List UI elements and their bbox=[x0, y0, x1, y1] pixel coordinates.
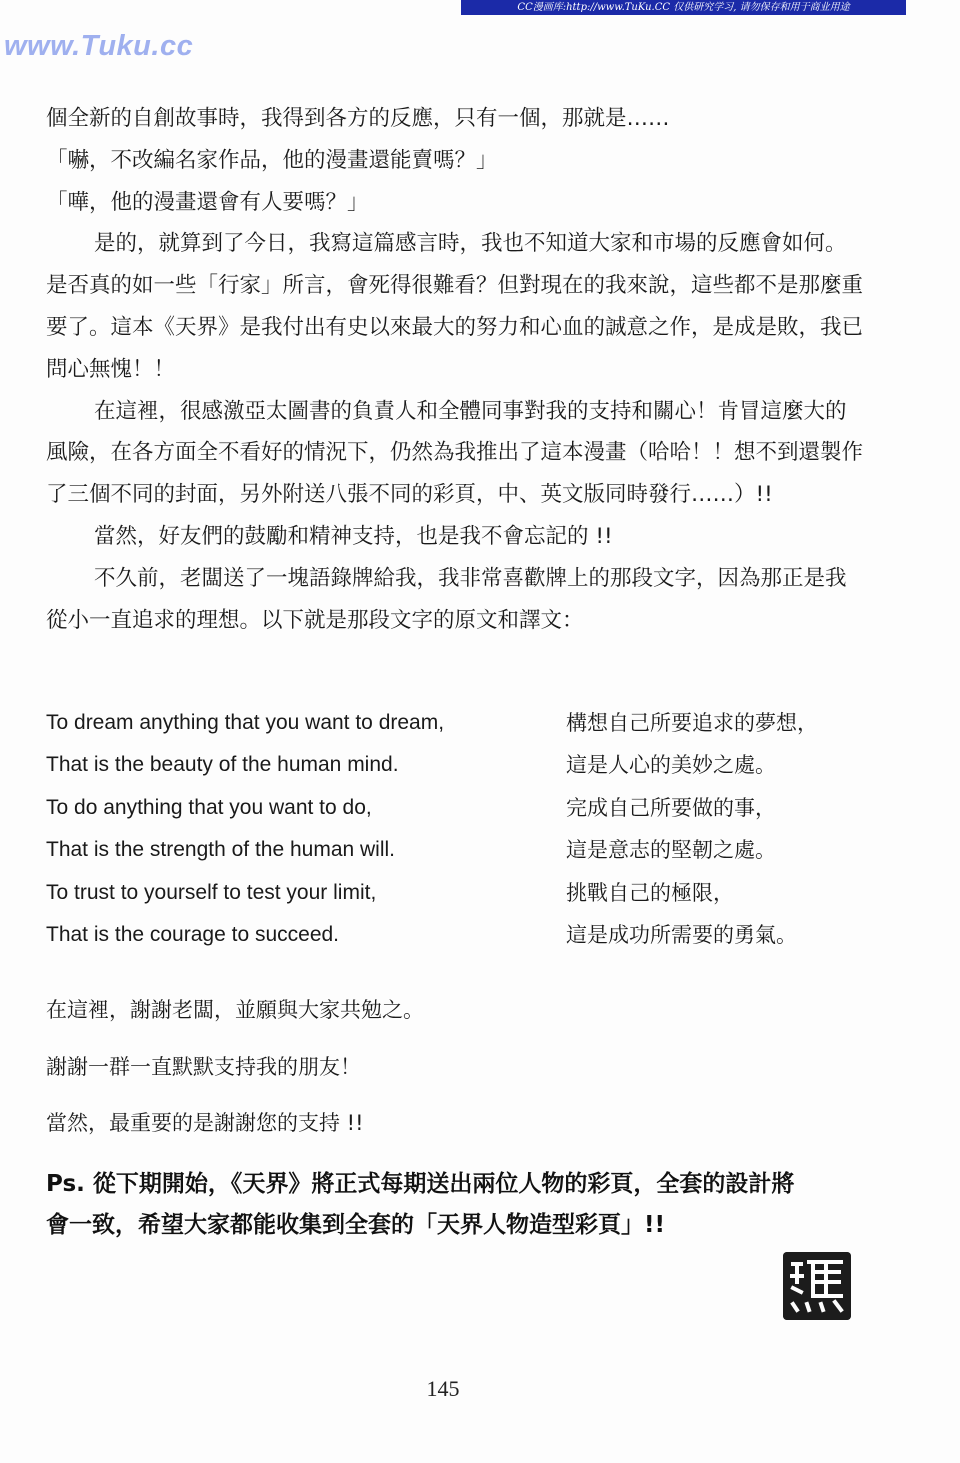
quote-line-en: That is the beauty of the human mind. bbox=[46, 753, 399, 777]
postscript-line: Ps. 從下期開始，《天界》將正式每期送出兩位人物的彩頁，全套的設計將 bbox=[46, 1171, 795, 1197]
paragraph: 當然，好友們的鼓勵和精神支持，也是我不會忘記的 !! bbox=[94, 523, 613, 549]
quote-line-zh: 這是意志的堅韌之處。 bbox=[566, 838, 776, 863]
quote-line-zh: 挑戰自己的極限， bbox=[566, 880, 734, 905]
paragraph: 「嚇，不改編名家作品，他的漫畫還能賣嗎？」 bbox=[46, 147, 498, 173]
postscript bbox=[46, 1164, 876, 1246]
quote-line-en: That is the strength of the human will. bbox=[46, 838, 396, 862]
paragraph: 不久前，老闆送了一塊語錄牌給我，我非常喜歡牌上的那段文字，因為那正是我從小一直追求的理想。以下就是那段文字的原文和譯文： bbox=[46, 565, 847, 633]
closing-line: 謝謝一群一直默默支持我的朋友！ bbox=[46, 1054, 361, 1079]
watermark-logo: www.Tuku.cc bbox=[4, 30, 194, 62]
paragraph: 「嘩，他的漫畫還會有人要嗎？」 bbox=[46, 189, 369, 215]
quote-line-en: To dream anything that you want to dream, bbox=[46, 711, 445, 734]
closing-line: 在這裡，謝謝老闆，並願與大家共勉之。 bbox=[46, 998, 424, 1022]
page-number: 145 bbox=[426, 1376, 460, 1401]
quote-line-zh: 這是成功所需要的勇氣。 bbox=[566, 923, 797, 948]
quote-english bbox=[46, 702, 566, 956]
source-banner: CC漫画库:http://www.TuKu.CC 仅供研究学习, 请勿保存和用于商业用途 bbox=[461, 0, 906, 15]
closing-text bbox=[46, 982, 866, 1152]
seal-stamp-icon bbox=[783, 1252, 851, 1320]
quote-line-en: That is the courage to succeed. bbox=[46, 923, 340, 947]
quote-line-en: To do anything that you want to do, bbox=[46, 795, 372, 819]
quote-line-zh: 這是人心的美妙之處。 bbox=[566, 753, 776, 778]
quote-block bbox=[46, 702, 876, 956]
paragraph: 個全新的自創故事時，我得到各方的反應，只有一個，那就是…… bbox=[46, 106, 670, 131]
quote-line-en: To trust to yourself to test your limit, bbox=[46, 880, 377, 904]
quote-chinese bbox=[566, 702, 818, 956]
paragraph: 在這裡，很感激亞太圖書的負責人和全體同事對我的支持和關心！肯冒這麼大的風險，在各方面全不看好的情況下，仍然為我推出了這本漫畫（哈哈！！想不到還製作了三個不同的封面，另外附送八張不同的彩頁，中、英文版同時發行……）!! bbox=[46, 398, 864, 508]
paragraph: 是的，就算到了今日，我寫這篇感言時，我也不知道大家和市場的反應會如何。是否真的如一些「行家」所言，會死得很難看？但對現在的我來說，這些都不是那麼重要了。這本《天界》是我付出有史以來最大的努力和心血的誠意之作，是成是敗，我已問心無愧！！ bbox=[46, 231, 864, 382]
body-text bbox=[46, 98, 866, 641]
closing-line: 當然，最重要的是謝謝您的支持 !! bbox=[46, 1111, 364, 1135]
quote-line-zh: 完成自己所要做的事， bbox=[566, 795, 776, 820]
quote-line-zh: 構想自己所要追求的夢想， bbox=[566, 711, 818, 735]
postscript-line: 會一致，希望大家都能收集到全套的「天界人物造型彩頁」!! bbox=[46, 1212, 665, 1238]
